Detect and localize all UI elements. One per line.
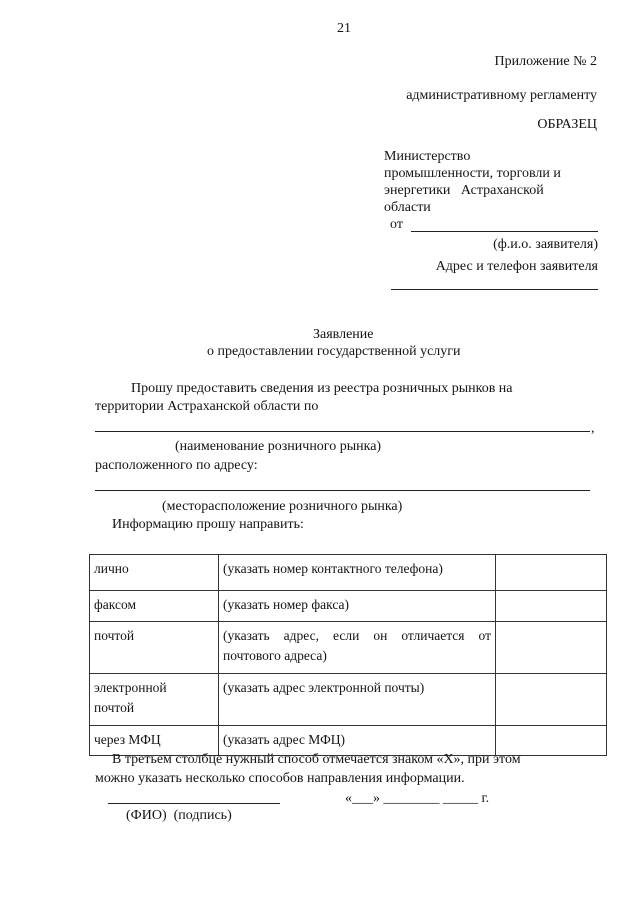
- page-number: 21: [337, 21, 351, 36]
- fio-field[interactable]: [108, 803, 280, 804]
- date-field[interactable]: «___» ________ _____ г.: [345, 791, 490, 806]
- addressee-line: промышленности, торговли и: [384, 166, 561, 181]
- note-text: можно указать несколько способов направления информации.: [95, 771, 465, 786]
- applicant-contact-field[interactable]: [391, 289, 598, 290]
- comma: ,: [591, 421, 595, 436]
- sample-label: ОБРАЗЕЦ: [537, 117, 597, 132]
- instruction-cell: (указать номер контактного телефона): [219, 555, 496, 591]
- addressee-line: области: [384, 200, 431, 215]
- request-text: Прошу предоставить сведения из реестра розничных рынков на: [131, 381, 513, 396]
- mark-cell[interactable]: [496, 555, 607, 591]
- method-cell: лично: [90, 555, 219, 591]
- delivery-methods-table: [89, 554, 607, 756]
- located-at-label: расположенного по адресу:: [95, 458, 258, 473]
- send-info-label: Информацию прошу направить:: [112, 517, 304, 532]
- mark-cell[interactable]: [496, 622, 607, 674]
- applicant-name-field[interactable]: [411, 231, 598, 232]
- from-label: от: [390, 217, 403, 232]
- applicant-name-hint: (ф.и.о. заявителя): [493, 237, 598, 252]
- mark-cell[interactable]: [496, 591, 607, 622]
- method-cell: электронной почтой: [90, 674, 219, 726]
- note-text: В третьем столбце нужный способ отмечается знаком «X», при этом: [112, 752, 521, 767]
- applicant-contact-hint: Адрес и телефон заявителя: [435, 259, 598, 274]
- addressee-line: Министерство: [384, 149, 471, 164]
- table-row: [90, 555, 607, 591]
- market-name-field[interactable]: [95, 431, 590, 432]
- market-name-hint: (наименование розничного рынка): [175, 439, 382, 454]
- table-row: [90, 622, 607, 674]
- document-title: Заявление: [313, 327, 374, 342]
- mark-cell[interactable]: [496, 674, 607, 726]
- fio-sign-label: (ФИО) (подпись): [126, 808, 232, 823]
- method-cell: почтой: [90, 622, 219, 674]
- instruction-cell: (указать адрес электронной почты): [219, 674, 496, 726]
- document-subtitle: о предоставлении государственной услуги: [207, 344, 461, 359]
- instruction-cell: (указать адрес, если он отличается от почтового адреса): [219, 622, 496, 674]
- addressee-line: энергетики Астраханской: [384, 183, 544, 198]
- method-cell: через МФЦ: [90, 726, 219, 756]
- market-location-field[interactable]: [95, 490, 590, 491]
- appendix-label: Приложение № 2: [494, 54, 597, 69]
- instruction-cell: (указать адрес МФЦ): [219, 726, 496, 756]
- table-row: [90, 674, 607, 726]
- regulation-label: административному регламенту: [406, 88, 597, 103]
- method-cell: факсом: [90, 591, 219, 622]
- request-text: территории Астраханской области по: [95, 399, 319, 414]
- instruction-cell: (указать номер факса): [219, 591, 496, 622]
- table-row: [90, 591, 607, 622]
- market-location-hint: (месторасположение розничного рынка): [162, 499, 403, 514]
